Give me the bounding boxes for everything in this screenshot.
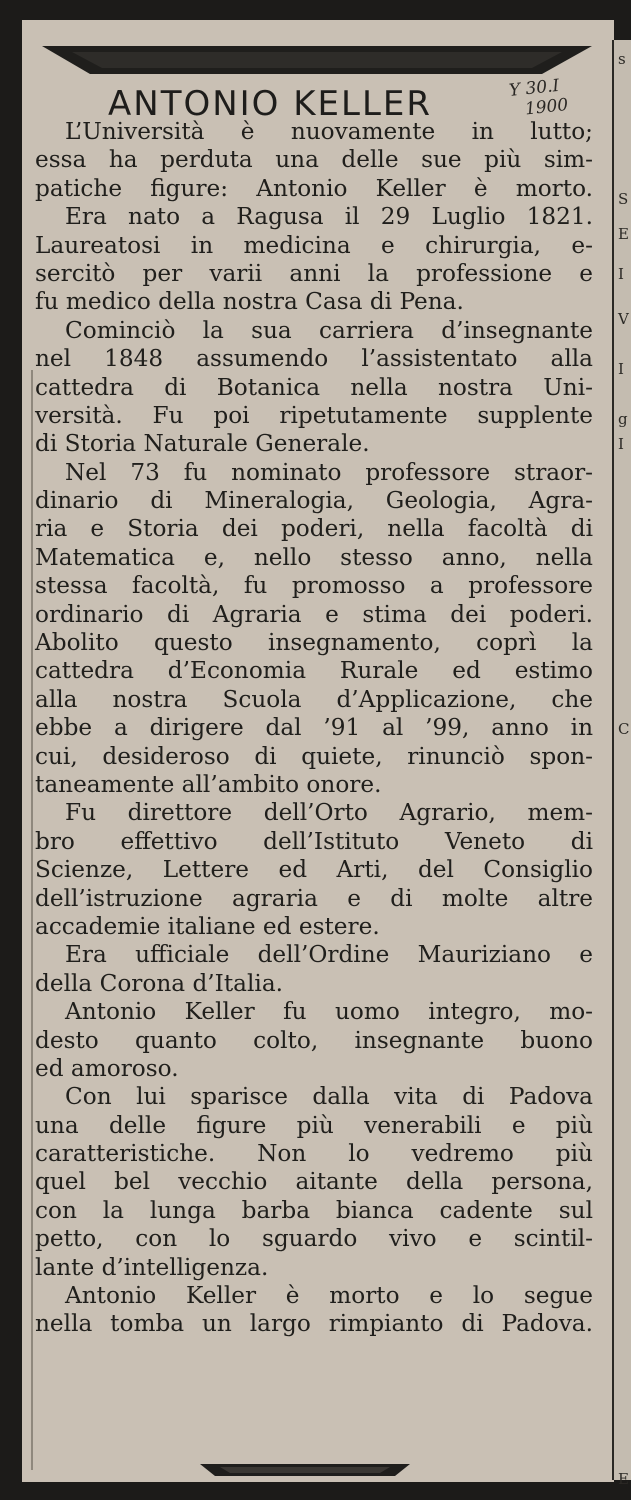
top-ornament-rule [42,44,592,76]
article-line: desto quanto colto, insegnante buono [35,1026,593,1054]
article-line: nella tomba un largo rimpianto di Padova. [35,1310,593,1338]
article-line: Scienze, Lettere ed Arti, del Consiglio [35,856,593,884]
article-line: essa ha perduta una delle sue più sim- [35,146,593,174]
article-line: Nel 73 fu nominato professore straor- [65,458,593,486]
article-line: Antonio Keller è morto e lo segue [65,1282,593,1310]
article-line: Con lui sparisce dalla vita di Padova [65,1083,593,1111]
article-line: dell’istruzione agraria e di molte altre [35,884,593,912]
clipping-fold-line [31,370,33,1470]
article-line: bro effettivo dell’Istituto Veneto di [35,827,593,855]
article-line: ordinario di Agraria e stima dei poderi. [35,600,593,628]
article-line: Fu direttore dell’Orto Agrario, mem- [65,799,593,827]
article-line: ebbe a dirigere dal ’91 al ’99, anno in [35,714,593,742]
article-line: Era ufficiale dell’Ordine Mauriziano e [65,941,593,969]
article-line: Era nato a Ragusa il 29 Luglio 1821. [65,203,593,231]
edge-character: S [618,190,629,208]
article-line: versità. Fu poi ripetutamente supplente [35,401,593,429]
article-line: Cominciò la sua carriera d’insegnante [65,316,593,344]
article-line: cattedra d’Economia Rurale ed estimo [35,657,593,685]
edge-character: I [618,435,624,453]
article-line: dinario di Mineralogia, Geologia, Agra- [35,487,593,515]
edge-character: E [618,1470,629,1488]
article-line: patiche figure: Antonio Keller è morto. [35,174,593,202]
article-line: cattedra di Botanica nella nostra Uni- [35,373,593,401]
article-line: nel 1848 assumendo l’assistentato alla [35,345,593,373]
article-line: quel bel vecchio aitante della persona, [35,1168,593,1196]
article-line: ed amoroso. [35,1054,179,1082]
article-line: L’Università è nuovamente in lutto; [65,118,593,145]
article-line: sercitò per varii anni la professione e [35,259,593,287]
article-line: fu medico della nostra Casa di Pena. [35,288,464,316]
article-line: lante d’intelligenza. [35,1253,269,1281]
edge-character: C [618,720,630,738]
article-line: di Storia Naturale Generale. [35,430,370,458]
edge-character: I [618,265,624,283]
article-line: accademie italiane ed estere. [35,912,380,940]
edge-character: s [618,50,626,68]
article-line: Abolito questo insegnamento, coprì la [35,629,593,657]
edge-character: V [618,310,629,328]
article-line: della Corona d’Italia. [35,969,284,997]
handwritten-note-line-1: Y 30.I [508,75,561,101]
article-line: una delle figure più venerabili e più [35,1111,593,1139]
article-line: alla nostra Scuola d’Applicazione, che [35,685,593,713]
adjacent-column-edge [612,40,631,1488]
edge-character: g [618,410,628,428]
article-headline: ANTONIO KELLER [108,84,433,124]
article-line: stessa facoltà, fu promosso a professore [35,572,593,600]
article-line: cui, desideroso di quiete, rinunciò spon- [35,742,593,770]
article-line: Antonio Keller fu uomo integro, mo- [65,998,593,1026]
article-line: Laureatosi in medicina e chirurgia, e- [35,231,593,259]
bottom-ornament-rule [200,1462,410,1478]
handwritten-date-note [508,75,569,121]
article-line: petto, con lo sguardo vivo e scintil- [35,1225,593,1253]
handwritten-note-line-2: 1900 [524,95,570,120]
article-line: ria e Storia dei poderi, nella facoltà di [35,515,593,543]
article-line: caratteristiche. Non lo vedremo più [35,1140,593,1168]
edge-character: E [618,225,629,243]
article-line: taneamente all’ambito onore. [35,770,382,798]
article-line: Matematica e, nello stesso anno, nella [35,543,593,571]
edge-character: I [618,360,624,378]
article-body [35,118,593,1339]
article-line: con la lunga barba bianca cadente sul [35,1196,593,1224]
